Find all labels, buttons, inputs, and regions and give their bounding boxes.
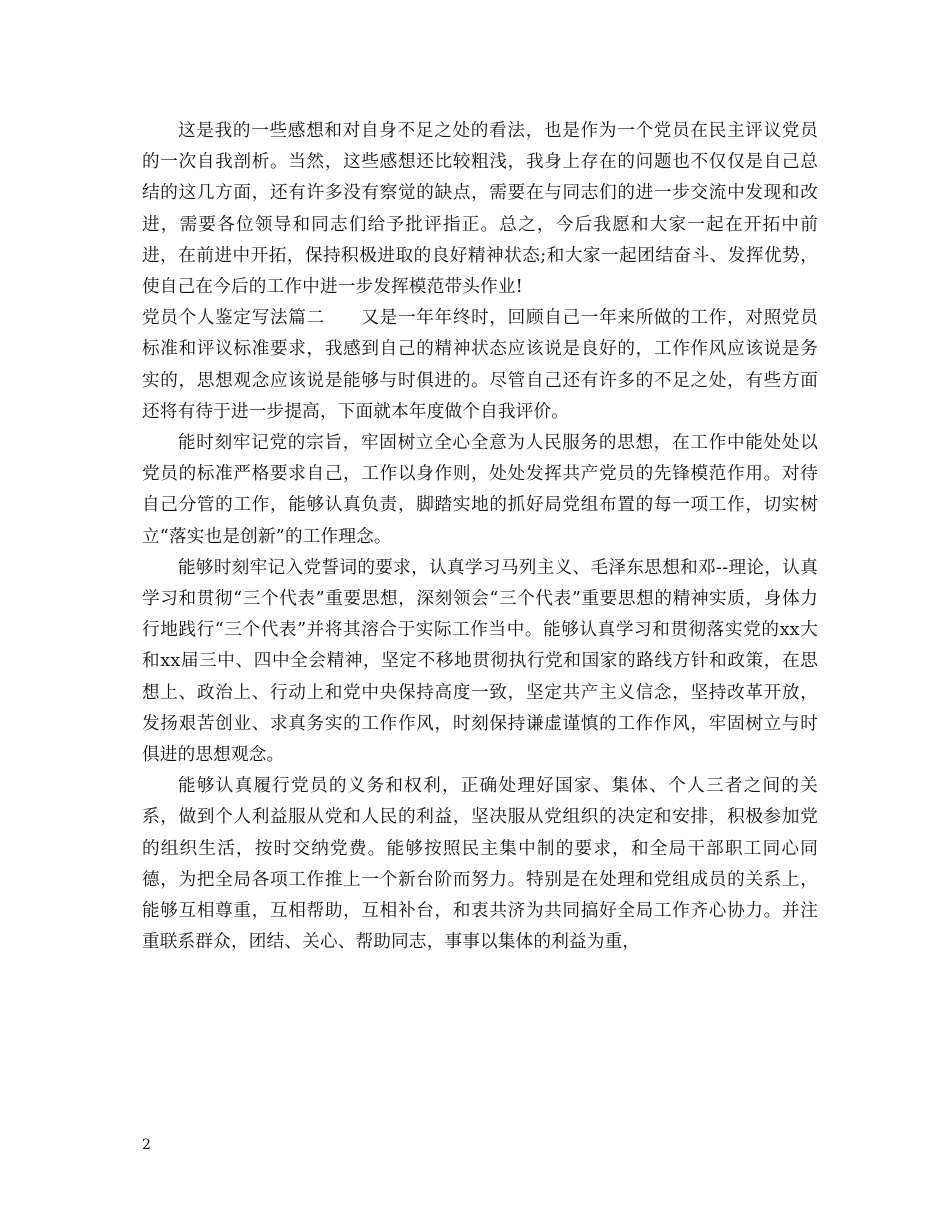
paragraph-4: 能够时刻牢记入党誓词的要求，认真学习马列主义、毛泽东思想和邓--理论，认真学习和贯彻“三个代表”重要思想，深刻领会“三个代表”重要思想的精神实质，身体力行地践行“三个代表”并将其溶合于实际工作当中。能够认真学习和贯彻落实党的xx大和xx届三中、四中全会精神，坚定不移地贯彻执行党和国家的路线方针和政策，在思想上、政治上、行动上和党中央保持高度一致，坚定共产主义信念，坚持改革开放，发扬艰苦创业、求真务实的工作作风，时刻保持谦虚谨慎的工作作风，牢固树立与时俱进的思想观念。 xyxy=(142,557,818,766)
paragraph-1: 这是我的一些感想和对自身不足之处的看法，也是作为一个党员在民主评议党员的一次自我剖析。当然，这些感想还比较粗浅，我身上存在的问题也不仅仅是自己总结的这几方面，还有许多没有察觉的缺点，需要在与同志们的进一步交流中发现和改进，需要各位领导和同志们给予批评指正。总之，今后我愿和大家一起在开拓中前进，在前进中开拓，保持积极进取的良好精神状态;和大家一起团结奋斗、发挥优势，使自己在今后的工作中进一步发挥模范带头作业! xyxy=(142,121,818,298)
paragraph-5: 能够认真履行党员的义务和权利，正确处理好国家、集体、个人三者之间的关系，做到个人利益服从党和人民的利益，坚决服从党组织的决定和安排，积极参加党的组织生活，按时交纳党费。能够按照民主集中制的要求，和全局干部职工同心同德，为把全局各项工作推上一个新台阶而努力。特别是在处理和党组成员的关系上，能够互相尊重，互相帮助，互相补台，和衷共济为共同搞好全局工作齐心协力。并注重联系群众，团结、关心、帮助同志，事事以集体的利益为重， xyxy=(142,776,818,953)
paragraph-3: 能时刻牢记党的宗旨，牢固树立全心全意为人民服务的思想，在工作中能处处以党员的标准严格要求自己，工作以身作则，处处发挥共产党员的先锋模范作用。对待自己分管的工作，能够认真负责，脚踏实地的抓好局党组布置的每一项工作，切实树立“落实也是创新”的工作理念。 xyxy=(142,433,818,547)
page-number: 2 xyxy=(142,1137,151,1153)
paragraph-2: 党员个人鉴定写法篇二 又是一年年终时，回顾自己一年来所做的工作，对照党员标准和评议标准要求，我感到自己的精神状态应该说是良好的，工作作风应该说是务实的，思想观念应该说是能够与时俱进的。尽管自己还有许多的不足之处，有些方面还将有待于进一步提高，下面就本年度做个自我评价。 xyxy=(142,308,818,422)
document-body xyxy=(142,116,818,958)
